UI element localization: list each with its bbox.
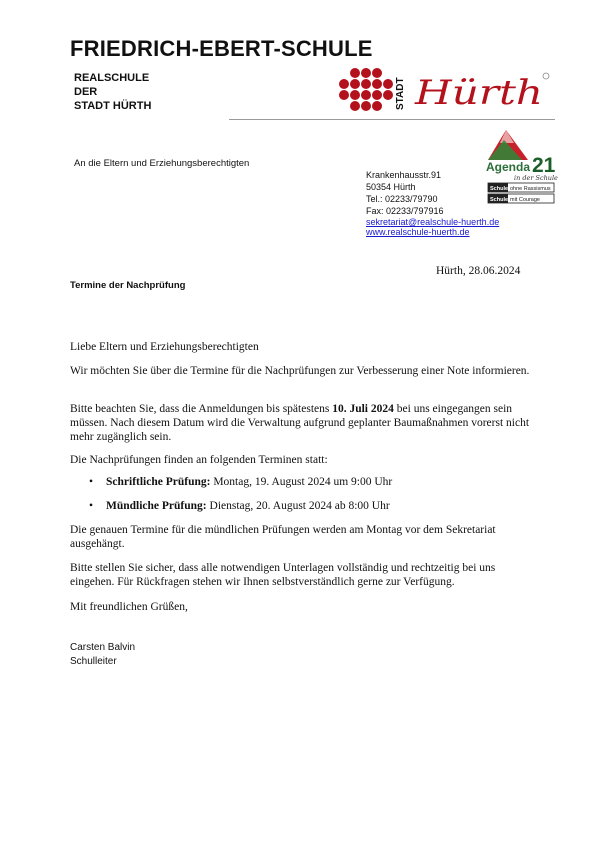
agenda21-logo xyxy=(484,126,560,208)
contact-tel: Tel.: 02233/79790 xyxy=(366,194,438,204)
paragraph xyxy=(70,364,530,378)
bullet-icon: • xyxy=(89,500,94,512)
paragraph: Bitte stellen Sie sicher, dass alle notwendigen Unterlagen vollständig und rechtzeitig bei uns eingehen. Für Rückfragen stehen wir Ihnen selbstverständlich gerne zur Verfügung. xyxy=(70,562,496,588)
salutation: Liebe Eltern und Erziehungsberechtigten xyxy=(70,341,259,353)
letter-date: Hürth, 28.06.2024 xyxy=(436,265,521,277)
deadline-date: 10. Juli 2024 xyxy=(332,403,394,415)
paragraph-text: Bitte beachten Sie, dass die Anmeldungen bis spätestens xyxy=(70,403,333,415)
dot-cluster-icon xyxy=(339,68,393,111)
list-item xyxy=(106,500,390,512)
letter-subject: Termine der Nachprüfung xyxy=(70,280,186,291)
contact-fax: Fax: 02233/797916 xyxy=(366,206,444,216)
badge-text: ohne Rassismus xyxy=(510,186,551,192)
logo-stadt-text: STADT xyxy=(395,77,406,110)
paragraph: Die Nachprüfungen finden an folgenden Terminen statt: xyxy=(70,454,328,466)
agenda-title: Agenda xyxy=(486,160,531,174)
school-name: FRIEDRICH-EBERT-SCHULE xyxy=(70,36,373,61)
contact-city: 50354 Hürth xyxy=(366,182,416,192)
list-item-text: Montag, 19. August 2024 um 9:00 Uhr xyxy=(210,476,393,488)
badge-text: mit Courage xyxy=(510,197,540,203)
paragraph-text xyxy=(70,402,530,444)
school-type-line: REALSCHULE xyxy=(74,72,150,84)
list-item xyxy=(106,476,392,488)
paragraph-text: Wir möchten Sie über die Termine für die Nachprüfungen zur Verbesserung einer Note informieren. xyxy=(70,365,530,377)
list-item-label: Mündliche Prüfung: xyxy=(106,500,207,512)
badge-text: Schule xyxy=(490,186,509,192)
signatory-name: Carsten Balvin xyxy=(70,642,136,653)
agenda-subtitle: in der Schule xyxy=(514,174,558,182)
header-divider xyxy=(229,119,555,120)
paragraph: Die genauen Termine für die mündlichen Prüfungen werden am Montag vor dem Sekretariat ausgehängt. xyxy=(70,524,496,550)
list-item-text: Dienstag, 20. August 2024 ab 8:00 Uhr xyxy=(206,500,390,512)
list-item-label: Schriftliche Prüfung: xyxy=(106,476,211,488)
stadt-huerth-logo xyxy=(333,66,558,114)
school-type-line: DER xyxy=(74,86,98,98)
paragraph-text: bei uns eingegangen sein müssen. Nach diesem Datum wird die Verwaltung aufgrund geplanter Baumaßnahmen vorerst nicht mehr zugänglich sein. xyxy=(70,403,530,443)
bullet-icon: • xyxy=(89,476,94,488)
badge-text: Schule xyxy=(490,197,509,203)
agenda-number: 21 xyxy=(532,154,556,177)
contact-email-link[interactable]: sekretariat@realschule-huerth.de xyxy=(366,217,500,227)
school-city-line: STADT HÜRTH xyxy=(74,100,152,112)
addressee: An die Eltern und Erziehungsberechtigten xyxy=(74,158,250,169)
closing: Mit freundlichen Grüßen, xyxy=(70,601,188,613)
signatory-role: Schulleiter xyxy=(70,656,117,667)
paragraph xyxy=(70,402,530,444)
contact-web-link[interactable]: www.realschule-huerth.de xyxy=(366,227,470,237)
contact-street: Krankenhausstr.91 xyxy=(366,170,442,180)
logo-huerth-text: Hürth xyxy=(413,73,543,113)
